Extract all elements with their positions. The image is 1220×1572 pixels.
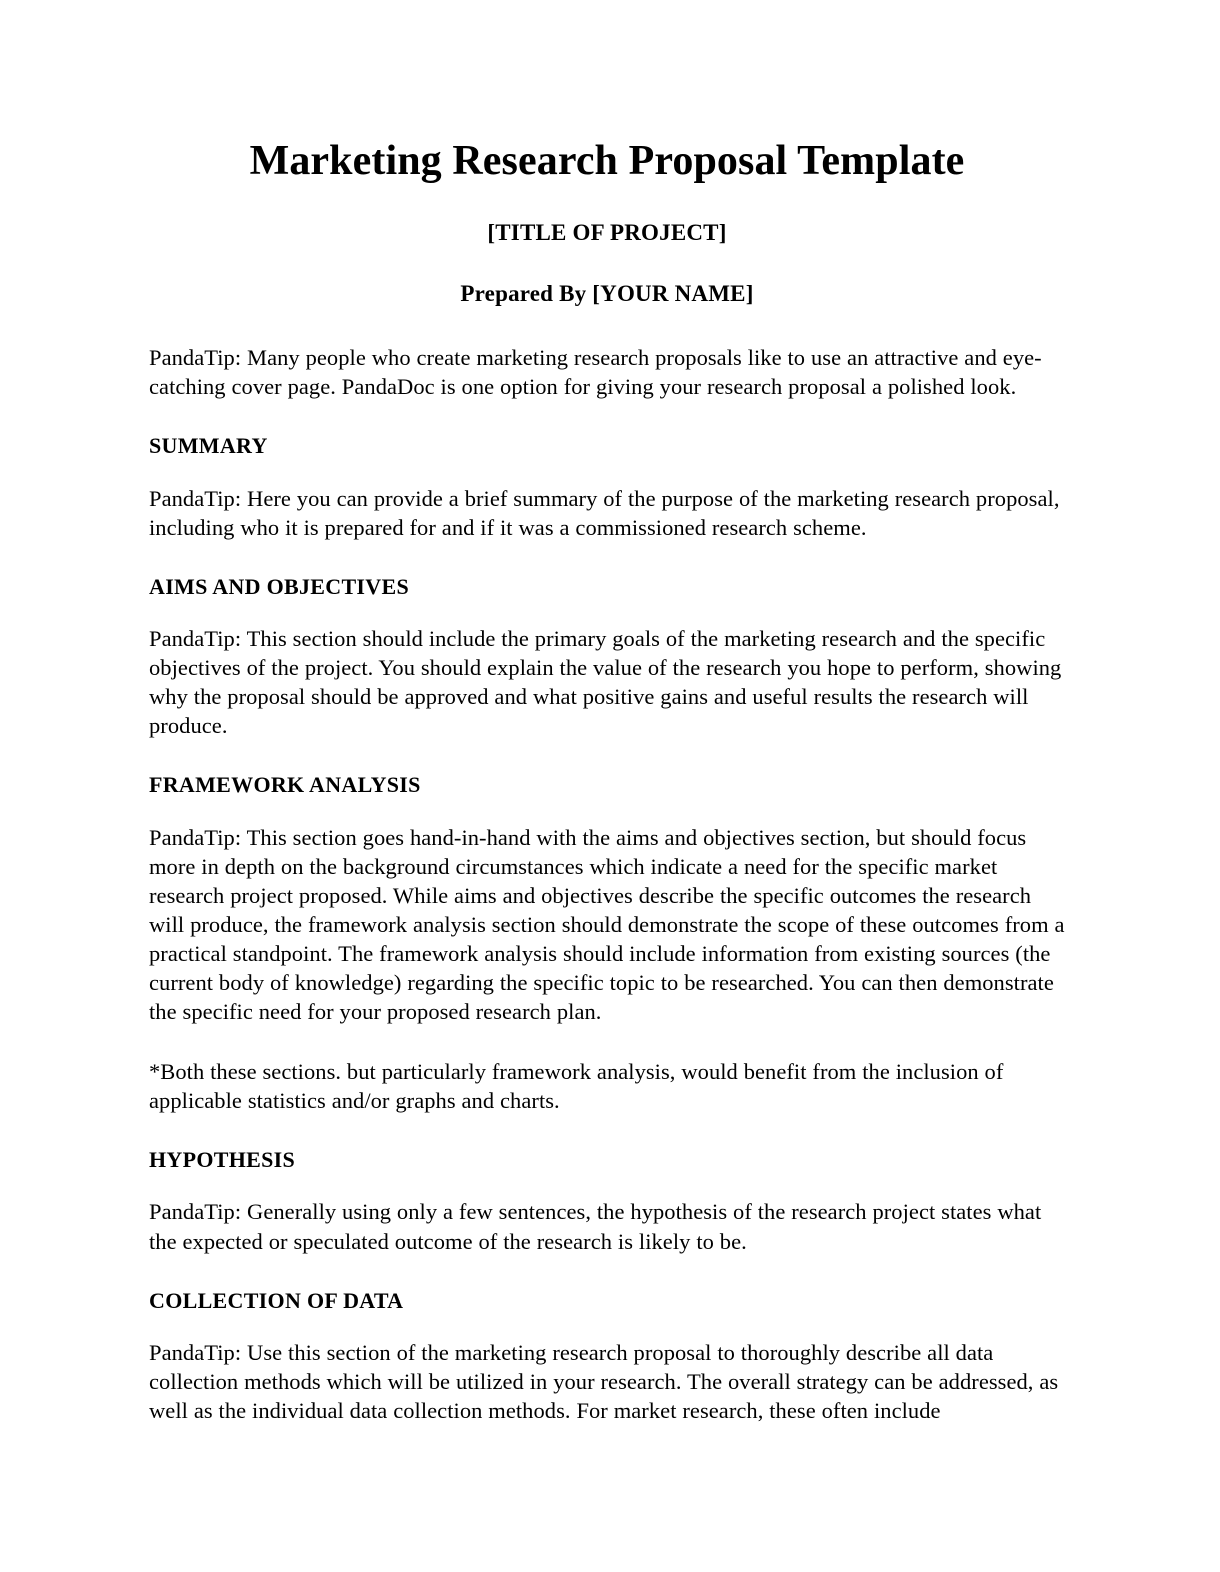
framework-analysis-footnote: *Both these sections. but particularly framework analysis, would benefit from the inclusion of applicable statistics and/or graphs and charts.	[149, 1058, 1004, 1113]
section-body-aims-and-objectives: PandaTip: This section should include the primary goals of the marketing research and the specific objectives of the project. You should explain the value of the research you hope to perform, showing why the proposal should be approved and what positive gains and useful results the research will produce.	[149, 626, 1062, 739]
section-body-hypothesis: PandaTip: Generally using only a few sentences, the hypothesis of the research project states what the expected or speculated outcome of the research is likely to be.	[149, 1199, 1042, 1254]
section-heading-aims-and-objectives: AIMS AND OBJECTIVES	[149, 573, 409, 599]
section-body-collection-of-data: PandaTip: Use this section of the marketing research proposal to thoroughly describe all data collection methods which will be utilized in your research. The overall strategy can be addressed, as well as the individual data collection methods. For market research, these often include	[149, 1340, 1059, 1424]
section-heading-hypothesis: HYPOTHESIS	[149, 1146, 296, 1172]
section-heading-framework-analysis: FRAMEWORK ANALYSIS	[149, 772, 421, 798]
document-title: Marketing Research Proposal Template	[249, 138, 965, 184]
section-heading-summary: SUMMARY	[149, 433, 268, 459]
section-body-summary: PandaTip: Here you can provide a brief summary of the purpose of the marketing research proposal, including who it is prepared for and if it was a commissioned research scheme.	[149, 485, 1060, 540]
prepared-by-line: Prepared By [YOUR NAME]	[460, 280, 754, 306]
project-title-placeholder: [TITLE OF PROJECT]	[487, 220, 727, 246]
section-body-framework-analysis: PandaTip: This section goes hand-in-hand with the aims and objectives section, but should focus more in depth on the background circumstances which indicate a need for the specific market research project proposed. While aims and objectives describe the specific outcomes the research will produce, the framework analysis section should demonstrate the scope of these outcomes from a practical standpoint. The framework analysis should include information from existing sources (the current body of knowledge) regarding the specific topic to be researched. You can then demonstrate the specific need for your proposed research plan.	[149, 824, 1065, 1024]
section-heading-collection-of-data: COLLECTION OF DATA	[149, 1287, 404, 1313]
intro-paragraph: PandaTip: Many people who create marketing research proposals like to use an attractive and eye-catching cover page. PandaDoc is one option for giving your research proposal a polished look.	[149, 345, 1042, 400]
